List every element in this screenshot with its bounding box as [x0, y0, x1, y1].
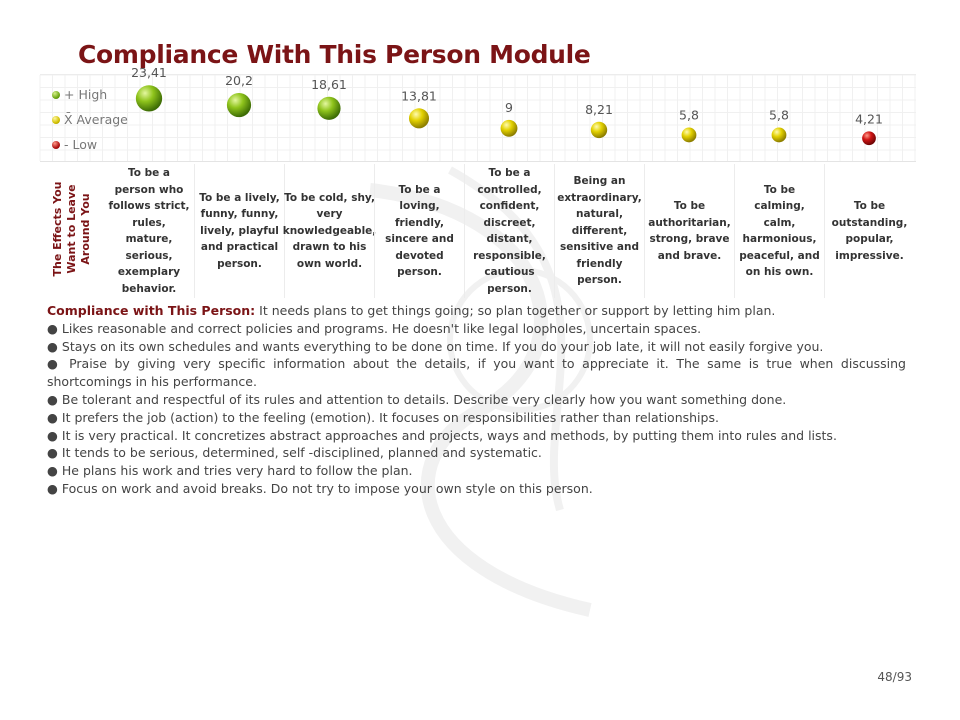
category-label: To be a lively, funny, funny, lively, playful and practical person. — [199, 191, 280, 270]
bullet-item: ● Stays on its own schedules and wants everything to be done on time. If you do your job late, it will not easily forgive you. — [47, 338, 824, 354]
data-value-label: 13,81 — [401, 88, 437, 104]
intro-label: Compliance with This Person: — [47, 303, 256, 318]
category-label: To be calming, calm, harmonious, peaceful, and on his own. — [739, 183, 820, 278]
category-column — [554, 164, 644, 298]
legend-label-high: + High — [64, 87, 108, 102]
intro-paragraph — [47, 302, 906, 320]
bullet-item: ● Likes reasonable and correct policies and programs. He doesn't like legal loopholes, uncertain spaces. — [47, 320, 702, 336]
average-dot-icon — [52, 116, 60, 124]
compliance-text — [47, 302, 906, 498]
category-label: To be authoritarian, strong, brave and brave. — [648, 200, 731, 262]
bullet-item: ● It tends to be serious, determined, self -disciplined, planned and systematic. — [47, 445, 542, 461]
category-column — [644, 164, 734, 298]
category-column — [194, 164, 284, 298]
legend-item-high — [52, 82, 128, 107]
category-column — [374, 164, 464, 298]
legend-item-low — [52, 132, 128, 157]
data-value-label: 23,41 — [131, 65, 167, 81]
data-bubble — [591, 122, 607, 138]
bullet-item: ● He plans his work and tries very hard to follow the plan. — [47, 463, 413, 479]
data-bubble — [409, 108, 429, 128]
data-bubble — [227, 93, 251, 117]
bullet-item: ● It is very practical. It concretizes abstract approaches and projects, ways and methods, by putting them into rules and lists. — [47, 427, 837, 443]
data-bubble — [317, 97, 340, 120]
data-value-label: 20,2 — [225, 72, 253, 88]
category-column — [464, 164, 554, 298]
low-dot-icon — [52, 141, 60, 149]
data-bubble — [862, 131, 876, 145]
legend-label-average: X̄ Average — [64, 112, 128, 127]
category-column — [282, 164, 377, 298]
data-value-label: 8,21 — [585, 101, 613, 117]
bullet-item: ● Focus on work and avoid breaks. Do not try to impose your own style on this person. — [47, 480, 593, 496]
category-label: To be a person who follows strict, rules, mature, serious, exemplary behavior. — [108, 167, 190, 295]
bullet-item: ● Be tolerant and respectful of its rules and attention to details. Describe very clearly how you want something done. — [47, 391, 787, 407]
category-columns — [104, 164, 914, 298]
category-column — [104, 164, 194, 298]
data-value-label: 5,8 — [679, 107, 699, 123]
category-label: To be a loving, friendly, sincere and devoted person. — [385, 183, 454, 278]
chart-svg — [40, 65, 916, 161]
category-label: To be cold, shy, very knowledgeable, drawn to his own world. — [282, 191, 377, 270]
chart-area — [40, 65, 916, 162]
vertical-axis-label-text: The Effects You Want to Leave Around You — [51, 181, 92, 277]
bullet-item: ● It prefers the job (action) to the feeling (emotion). It focuses on responsibilities rather than relationships. — [47, 409, 719, 425]
category-label: To be outstanding, popular, impressive. — [831, 200, 908, 262]
chart-legend — [52, 82, 128, 157]
page-number: 48/93 — [877, 670, 912, 684]
legend-item-average — [52, 107, 128, 132]
legend-label-low: - Low — [64, 137, 98, 152]
data-bubble — [772, 128, 787, 143]
data-bubble — [501, 120, 518, 137]
high-dot-icon — [52, 91, 60, 99]
category-label: To be a controlled, confident, discreet, distant, responsible, cautious person. — [473, 167, 546, 295]
bullet-item: ● Praise by giving very specific information about the details, if you want to appreciate it. The same is true when discussing shortcomings in his performance. — [47, 356, 906, 390]
data-value-label: 18,61 — [311, 76, 347, 92]
intro-text: It needs plans to get things going; so plan together or support by letting him plan. — [255, 303, 776, 318]
category-column — [734, 164, 824, 298]
data-bubble — [682, 128, 697, 143]
category-label: Being an extraordinary, natural, different, sensitive and friendly person. — [557, 175, 642, 287]
page-title: Compliance With This Person Module — [78, 40, 591, 69]
data-value-label: 5,8 — [769, 107, 789, 123]
data-bubble — [136, 85, 162, 111]
category-column — [824, 164, 914, 298]
data-value-label: 9 — [505, 99, 513, 115]
vertical-axis-label — [51, 164, 92, 294]
data-value-label: 4,21 — [855, 111, 883, 127]
